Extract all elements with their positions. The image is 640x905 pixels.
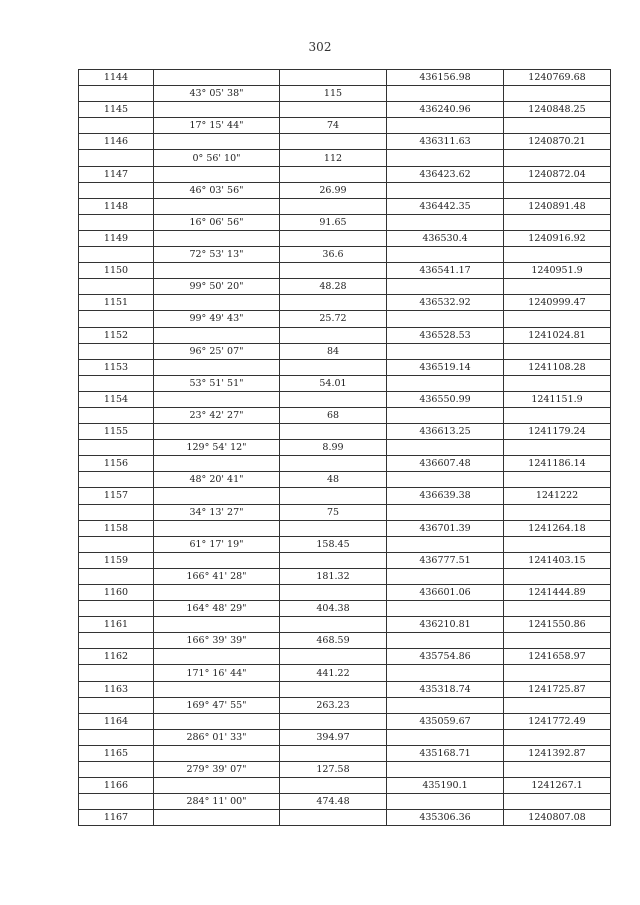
point-row	[79, 263, 611, 279]
bearing-cell: 99° 49' 43"	[154, 311, 280, 327]
page-number: 302	[308, 40, 332, 54]
northing-cell	[387, 568, 504, 584]
distance-cell: 54.01	[280, 375, 387, 391]
distance-cell	[280, 327, 387, 343]
easting-cell	[504, 311, 611, 327]
distance-cell	[280, 134, 387, 150]
point-id-cell: 1164	[79, 713, 154, 729]
easting-cell	[504, 343, 611, 359]
northing-cell: 436311.63	[387, 134, 504, 150]
bearing-cell: 279° 39' 07"	[154, 762, 280, 778]
northing-cell	[387, 601, 504, 617]
bearing-cell	[154, 456, 280, 472]
distance-cell	[280, 198, 387, 214]
segment-row	[79, 86, 611, 102]
segment-row	[79, 729, 611, 745]
bearing-cell: 99° 50' 20"	[154, 279, 280, 295]
bearing-cell: 46° 03' 56"	[154, 182, 280, 198]
distance-cell: 112	[280, 150, 387, 166]
point-id-cell	[79, 697, 154, 713]
point-id-cell: 1148	[79, 198, 154, 214]
bearing-cell: 53° 51' 51"	[154, 375, 280, 391]
easting-cell: 1240848.25	[504, 102, 611, 118]
northing-cell	[387, 150, 504, 166]
point-id-cell: 1162	[79, 649, 154, 665]
northing-cell	[387, 311, 504, 327]
distance-cell	[280, 295, 387, 311]
bearing-cell	[154, 617, 280, 633]
point-row	[79, 70, 611, 86]
bearing-cell: 17° 15' 44"	[154, 118, 280, 134]
distance-cell	[280, 713, 387, 729]
bearing-cell: 43° 05' 38"	[154, 86, 280, 102]
northing-cell: 436210.81	[387, 617, 504, 633]
northing-cell	[387, 375, 504, 391]
distance-cell: 48	[280, 472, 387, 488]
point-id-cell	[79, 86, 154, 102]
bearing-cell	[154, 359, 280, 375]
bearing-cell	[154, 295, 280, 311]
northing-cell: 436607.48	[387, 456, 504, 472]
point-row	[79, 649, 611, 665]
point-row	[79, 778, 611, 794]
point-id-cell	[79, 118, 154, 134]
distance-cell: 91.65	[280, 214, 387, 230]
easting-cell	[504, 214, 611, 230]
point-row	[79, 424, 611, 440]
easting-cell	[504, 150, 611, 166]
easting-cell: 1241403.15	[504, 552, 611, 568]
coordinate-table-body	[79, 70, 611, 826]
northing-cell	[387, 279, 504, 295]
bearing-cell: 164° 48' 29"	[154, 601, 280, 617]
northing-cell: 436240.96	[387, 102, 504, 118]
bearing-cell: 171° 16' 44"	[154, 665, 280, 681]
distance-cell: 115	[280, 86, 387, 102]
segment-row	[79, 118, 611, 134]
distance-cell	[280, 391, 387, 407]
northing-cell: 436442.35	[387, 198, 504, 214]
bearing-cell: 16° 06' 56"	[154, 214, 280, 230]
segment-row	[79, 568, 611, 584]
point-row	[79, 134, 611, 150]
distance-cell: 127.58	[280, 762, 387, 778]
easting-cell: 1241179.24	[504, 424, 611, 440]
distance-cell: 158.45	[280, 536, 387, 552]
easting-cell	[504, 86, 611, 102]
northing-cell: 435306.36	[387, 810, 504, 826]
bearing-cell	[154, 391, 280, 407]
point-row	[79, 617, 611, 633]
point-row	[79, 520, 611, 536]
northing-cell	[387, 504, 504, 520]
coordinate-table	[78, 69, 611, 826]
northing-cell	[387, 472, 504, 488]
point-id-cell: 1167	[79, 810, 154, 826]
point-id-cell	[79, 182, 154, 198]
easting-cell	[504, 247, 611, 263]
segment-row	[79, 536, 611, 552]
northing-cell	[387, 182, 504, 198]
distance-cell	[280, 617, 387, 633]
easting-cell	[504, 118, 611, 134]
point-id-cell	[79, 214, 154, 230]
point-id-cell: 1159	[79, 552, 154, 568]
northing-cell: 435754.86	[387, 649, 504, 665]
easting-cell	[504, 697, 611, 713]
easting-cell: 1241024.81	[504, 327, 611, 343]
distance-cell	[280, 488, 387, 504]
point-row	[79, 198, 611, 214]
segment-row	[79, 697, 611, 713]
northing-cell: 436528.53	[387, 327, 504, 343]
easting-cell	[504, 633, 611, 649]
distance-cell: 48.28	[280, 279, 387, 295]
bearing-cell: 169° 47' 55"	[154, 697, 280, 713]
easting-cell	[504, 665, 611, 681]
easting-cell: 1240951.9	[504, 263, 611, 279]
distance-cell: 441.22	[280, 665, 387, 681]
bearing-cell	[154, 649, 280, 665]
point-row	[79, 327, 611, 343]
point-row	[79, 391, 611, 407]
northing-cell	[387, 794, 504, 810]
point-id-cell	[79, 407, 154, 423]
bearing-cell	[154, 230, 280, 246]
easting-cell	[504, 279, 611, 295]
segment-row	[79, 182, 611, 198]
distance-cell: 263.23	[280, 697, 387, 713]
distance-cell	[280, 166, 387, 182]
northing-cell: 436550.99	[387, 391, 504, 407]
point-id-cell: 1157	[79, 488, 154, 504]
easting-cell: 1241108.28	[504, 359, 611, 375]
point-id-cell: 1150	[79, 263, 154, 279]
point-id-cell	[79, 440, 154, 456]
point-id-cell: 1160	[79, 585, 154, 601]
northing-cell: 435168.71	[387, 745, 504, 761]
bearing-cell	[154, 488, 280, 504]
point-id-cell: 1151	[79, 295, 154, 311]
point-id-cell	[79, 601, 154, 617]
easting-cell: 1241264.18	[504, 520, 611, 536]
segment-row	[79, 150, 611, 166]
bearing-cell	[154, 424, 280, 440]
point-id-cell: 1146	[79, 134, 154, 150]
distance-cell	[280, 230, 387, 246]
bearing-cell: 284° 11' 00"	[154, 794, 280, 810]
bearing-cell	[154, 166, 280, 182]
northing-cell: 436423.62	[387, 166, 504, 182]
easting-cell: 1241444.89	[504, 585, 611, 601]
distance-cell	[280, 102, 387, 118]
northing-cell	[387, 407, 504, 423]
point-id-cell: 1163	[79, 681, 154, 697]
distance-cell: 474.48	[280, 794, 387, 810]
distance-cell	[280, 810, 387, 826]
point-id-cell	[79, 762, 154, 778]
bearing-cell	[154, 810, 280, 826]
distance-cell	[280, 456, 387, 472]
bearing-cell: 72° 53' 13"	[154, 247, 280, 263]
distance-cell	[280, 745, 387, 761]
point-row	[79, 488, 611, 504]
segment-row	[79, 279, 611, 295]
distance-cell: 84	[280, 343, 387, 359]
distance-cell: 36.6	[280, 247, 387, 263]
point-id-cell: 1158	[79, 520, 154, 536]
point-row	[79, 585, 611, 601]
segment-row	[79, 214, 611, 230]
northing-cell: 435190.1	[387, 778, 504, 794]
northing-cell	[387, 536, 504, 552]
point-row	[79, 810, 611, 826]
easting-cell	[504, 472, 611, 488]
easting-cell	[504, 729, 611, 745]
point-id-cell: 1155	[79, 424, 154, 440]
northing-cell: 436639.38	[387, 488, 504, 504]
bearing-cell	[154, 102, 280, 118]
easting-cell	[504, 536, 611, 552]
easting-cell	[504, 762, 611, 778]
point-id-cell	[79, 633, 154, 649]
easting-cell	[504, 407, 611, 423]
distance-cell	[280, 520, 387, 536]
distance-cell	[280, 359, 387, 375]
northing-cell	[387, 343, 504, 359]
point-id-cell	[79, 472, 154, 488]
point-row	[79, 102, 611, 118]
northing-cell	[387, 214, 504, 230]
bearing-cell: 48° 20' 41"	[154, 472, 280, 488]
bearing-cell	[154, 552, 280, 568]
point-id-cell: 1153	[79, 359, 154, 375]
northing-cell: 435318.74	[387, 681, 504, 697]
bearing-cell	[154, 520, 280, 536]
easting-cell: 1240769.68	[504, 70, 611, 86]
easting-cell: 1240807.08	[504, 810, 611, 826]
distance-cell: 181.32	[280, 568, 387, 584]
point-id-cell: 1166	[79, 778, 154, 794]
point-id-cell	[79, 729, 154, 745]
segment-row	[79, 375, 611, 391]
point-id-cell	[79, 536, 154, 552]
easting-cell	[504, 601, 611, 617]
northing-cell	[387, 118, 504, 134]
easting-cell: 1240872.04	[504, 166, 611, 182]
easting-cell: 1241725.87	[504, 681, 611, 697]
segment-row	[79, 601, 611, 617]
easting-cell: 1240891.48	[504, 198, 611, 214]
point-row	[79, 745, 611, 761]
easting-cell	[504, 504, 611, 520]
distance-cell	[280, 649, 387, 665]
point-id-cell: 1156	[79, 456, 154, 472]
point-row	[79, 456, 611, 472]
easting-cell: 1241186.14	[504, 456, 611, 472]
point-id-cell	[79, 375, 154, 391]
bearing-cell: 166° 39' 39"	[154, 633, 280, 649]
point-id-cell	[79, 343, 154, 359]
segment-row	[79, 762, 611, 778]
easting-cell	[504, 182, 611, 198]
northing-cell: 436530.4	[387, 230, 504, 246]
distance-cell: 26.99	[280, 182, 387, 198]
point-row	[79, 713, 611, 729]
distance-cell: 8.99	[280, 440, 387, 456]
distance-cell	[280, 585, 387, 601]
point-row	[79, 295, 611, 311]
point-id-cell	[79, 665, 154, 681]
northing-cell	[387, 665, 504, 681]
bearing-cell	[154, 681, 280, 697]
northing-cell	[387, 440, 504, 456]
distance-cell: 394.97	[280, 729, 387, 745]
easting-cell: 1241392.87	[504, 745, 611, 761]
distance-cell: 25.72	[280, 311, 387, 327]
bearing-cell	[154, 198, 280, 214]
point-id-cell: 1152	[79, 327, 154, 343]
point-id-cell: 1145	[79, 102, 154, 118]
bearing-cell: 96° 25' 07"	[154, 343, 280, 359]
northing-cell	[387, 633, 504, 649]
distance-cell	[280, 424, 387, 440]
point-id-cell	[79, 279, 154, 295]
bearing-cell	[154, 778, 280, 794]
bearing-cell: 23° 42' 27"	[154, 407, 280, 423]
bearing-cell	[154, 745, 280, 761]
distance-cell: 74	[280, 118, 387, 134]
point-id-cell	[79, 794, 154, 810]
point-id-cell: 1161	[79, 617, 154, 633]
point-id-cell	[79, 504, 154, 520]
northing-cell: 436601.06	[387, 585, 504, 601]
bearing-cell	[154, 263, 280, 279]
distance-cell	[280, 263, 387, 279]
distance-cell	[280, 778, 387, 794]
northing-cell	[387, 247, 504, 263]
segment-row	[79, 633, 611, 649]
segment-row	[79, 794, 611, 810]
point-row	[79, 359, 611, 375]
point-row	[79, 552, 611, 568]
segment-row	[79, 311, 611, 327]
easting-cell: 1241222	[504, 488, 611, 504]
point-id-cell	[79, 568, 154, 584]
northing-cell: 435059.67	[387, 713, 504, 729]
bearing-cell	[154, 713, 280, 729]
bearing-cell	[154, 134, 280, 150]
distance-cell: 468.59	[280, 633, 387, 649]
distance-cell: 404.38	[280, 601, 387, 617]
easting-cell: 1240999.47	[504, 295, 611, 311]
easting-cell: 1241267.1	[504, 778, 611, 794]
northing-cell	[387, 762, 504, 778]
easting-cell	[504, 568, 611, 584]
northing-cell: 436613.25	[387, 424, 504, 440]
point-id-cell	[79, 311, 154, 327]
northing-cell: 436519.14	[387, 359, 504, 375]
distance-cell: 75	[280, 504, 387, 520]
point-id-cell: 1144	[79, 70, 154, 86]
segment-row	[79, 504, 611, 520]
northing-cell: 436701.39	[387, 520, 504, 536]
northing-cell	[387, 729, 504, 745]
point-row	[79, 681, 611, 697]
point-id-cell: 1147	[79, 166, 154, 182]
northing-cell: 436541.17	[387, 263, 504, 279]
bearing-cell: 286° 01' 33"	[154, 729, 280, 745]
bearing-cell: 0° 56' 10"	[154, 150, 280, 166]
bearing-cell: 129° 54' 12"	[154, 440, 280, 456]
northing-cell: 436532.92	[387, 295, 504, 311]
distance-cell: 68	[280, 407, 387, 423]
segment-row	[79, 665, 611, 681]
northing-cell: 436777.51	[387, 552, 504, 568]
point-id-cell: 1149	[79, 230, 154, 246]
point-row	[79, 166, 611, 182]
segment-row	[79, 440, 611, 456]
bearing-cell: 34° 13' 27"	[154, 504, 280, 520]
easting-cell: 1241151.9	[504, 391, 611, 407]
point-id-cell: 1154	[79, 391, 154, 407]
point-id-cell	[79, 150, 154, 166]
bearing-cell: 61° 17' 19"	[154, 536, 280, 552]
northing-cell: 436156.98	[387, 70, 504, 86]
segment-row	[79, 472, 611, 488]
easting-cell: 1240916.92	[504, 230, 611, 246]
segment-row	[79, 343, 611, 359]
point-id-cell	[79, 247, 154, 263]
bearing-cell	[154, 70, 280, 86]
easting-cell	[504, 440, 611, 456]
distance-cell	[280, 552, 387, 568]
easting-cell	[504, 794, 611, 810]
point-row	[79, 230, 611, 246]
distance-cell	[280, 70, 387, 86]
segment-row	[79, 407, 611, 423]
bearing-cell: 166° 41' 28"	[154, 568, 280, 584]
northing-cell	[387, 86, 504, 102]
easting-cell: 1241550.86	[504, 617, 611, 633]
easting-cell: 1240870.21	[504, 134, 611, 150]
northing-cell	[387, 697, 504, 713]
bearing-cell	[154, 327, 280, 343]
segment-row	[79, 247, 611, 263]
point-id-cell: 1165	[79, 745, 154, 761]
bearing-cell	[154, 585, 280, 601]
easting-cell: 1241772.49	[504, 713, 611, 729]
distance-cell	[280, 681, 387, 697]
easting-cell: 1241658.97	[504, 649, 611, 665]
easting-cell	[504, 375, 611, 391]
